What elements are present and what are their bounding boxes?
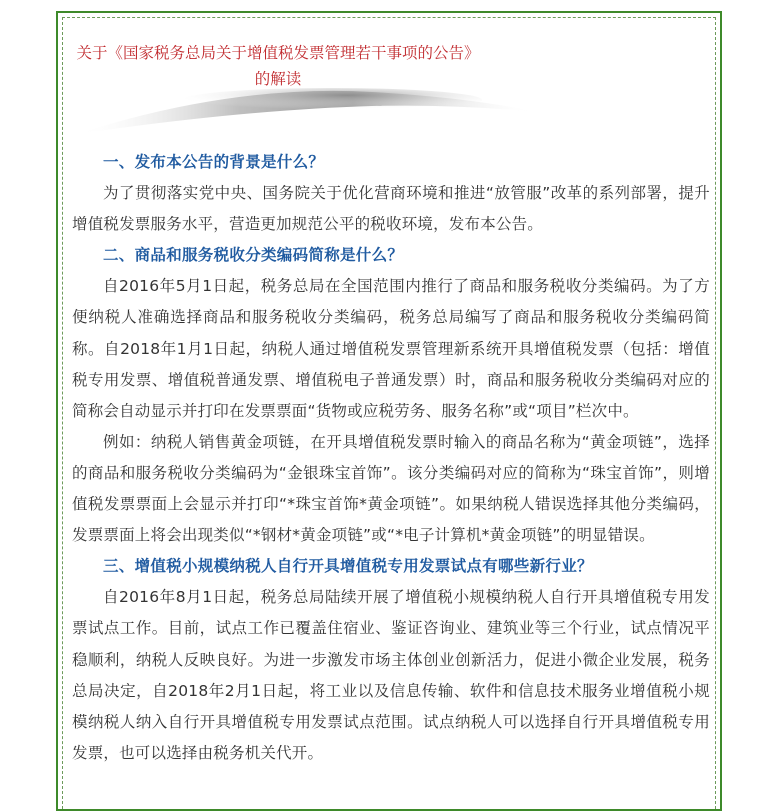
article-title-line1: 关于《国家税务总局关于增值税发票管理若干事项的公告》 [76,44,480,62]
section-heading-2: 二、商品和服务税收分类编码简称是什么？ [103,246,404,265]
section-2-paragraph-2: 例如：纳税人销售黄金项链，在开具增值税发票时输入的商品名称为“黄金项链”，选择的商品和服务税收分类编码为“金银珠宝首饰”。该分类编码对应的简称为“珠宝首饰”，则增值税发票票面上会显示并打印“*珠宝首饰*黄金项链”。如果纳税人错误选择其他分类编码，发票票面上将会出现类似“*钢材*黄金项链”或“*电子计算机*黄金项链”的明显错误。 [72,432,710,545]
section-heading-1: 一、发布本公告的背景是什么？ [103,153,325,171]
section-3-paragraph-1: 自2016年8月1日起，税务总局陆续开展了增值税小规模纳税人自行开具增值税专用发票试点工作。目前，试点工作已覆盖住宿业、鉴证咨询业、建筑业等三个行业，试点情况平稳顺利，纳税人反映良好。为进一步激发市场主体创业创新活力，促进小微企业发展，税务总局决定，自2018年2月1日起，将工业以及信息传输、软件和信息技术服务业增值税小规模纳税人纳入自行开具增值税专用发票试点范围。试点纳税人可以选择自行开具增值税专用发票，也可以选择由税务机关代开。 [72,588,710,762]
article-title-line2: 的解读 [254,70,302,88]
section-heading-3: 三、增值税小规模纳税人自行开具增值税专用发票试点有哪些新行业？ [103,557,593,576]
article-body [72,147,710,769]
section-2-paragraph-1: 自2016年5月1日起，税务总局在全国范围内推行了商品和服务税收分类编码。为了方便纳税人准确选择商品和服务税收分类编码，税务总局编写了商品和服务税收分类编码简称。自2018年1月1日起，纳税人通过增值税发票管理新系统开具增值税发票（包括：增值税专用发票、增值税普通发票、增值税电子普通发票）时，商品和服务税收分类编码对应的简称会自动显示并打印在发票票面“货物或应税劳务、服务名称”或“项目”栏次中。 [72,277,710,420]
title-swoosh-decoration [72,82,542,142]
section-1-paragraph-1: 为了贯彻落实党中央、国务院关于优化营商环境和推进“放管服”改革的系列部署，提升增值税发票服务水平，营造更加规范公平的税收环境，发布本公告。 [72,184,710,234]
